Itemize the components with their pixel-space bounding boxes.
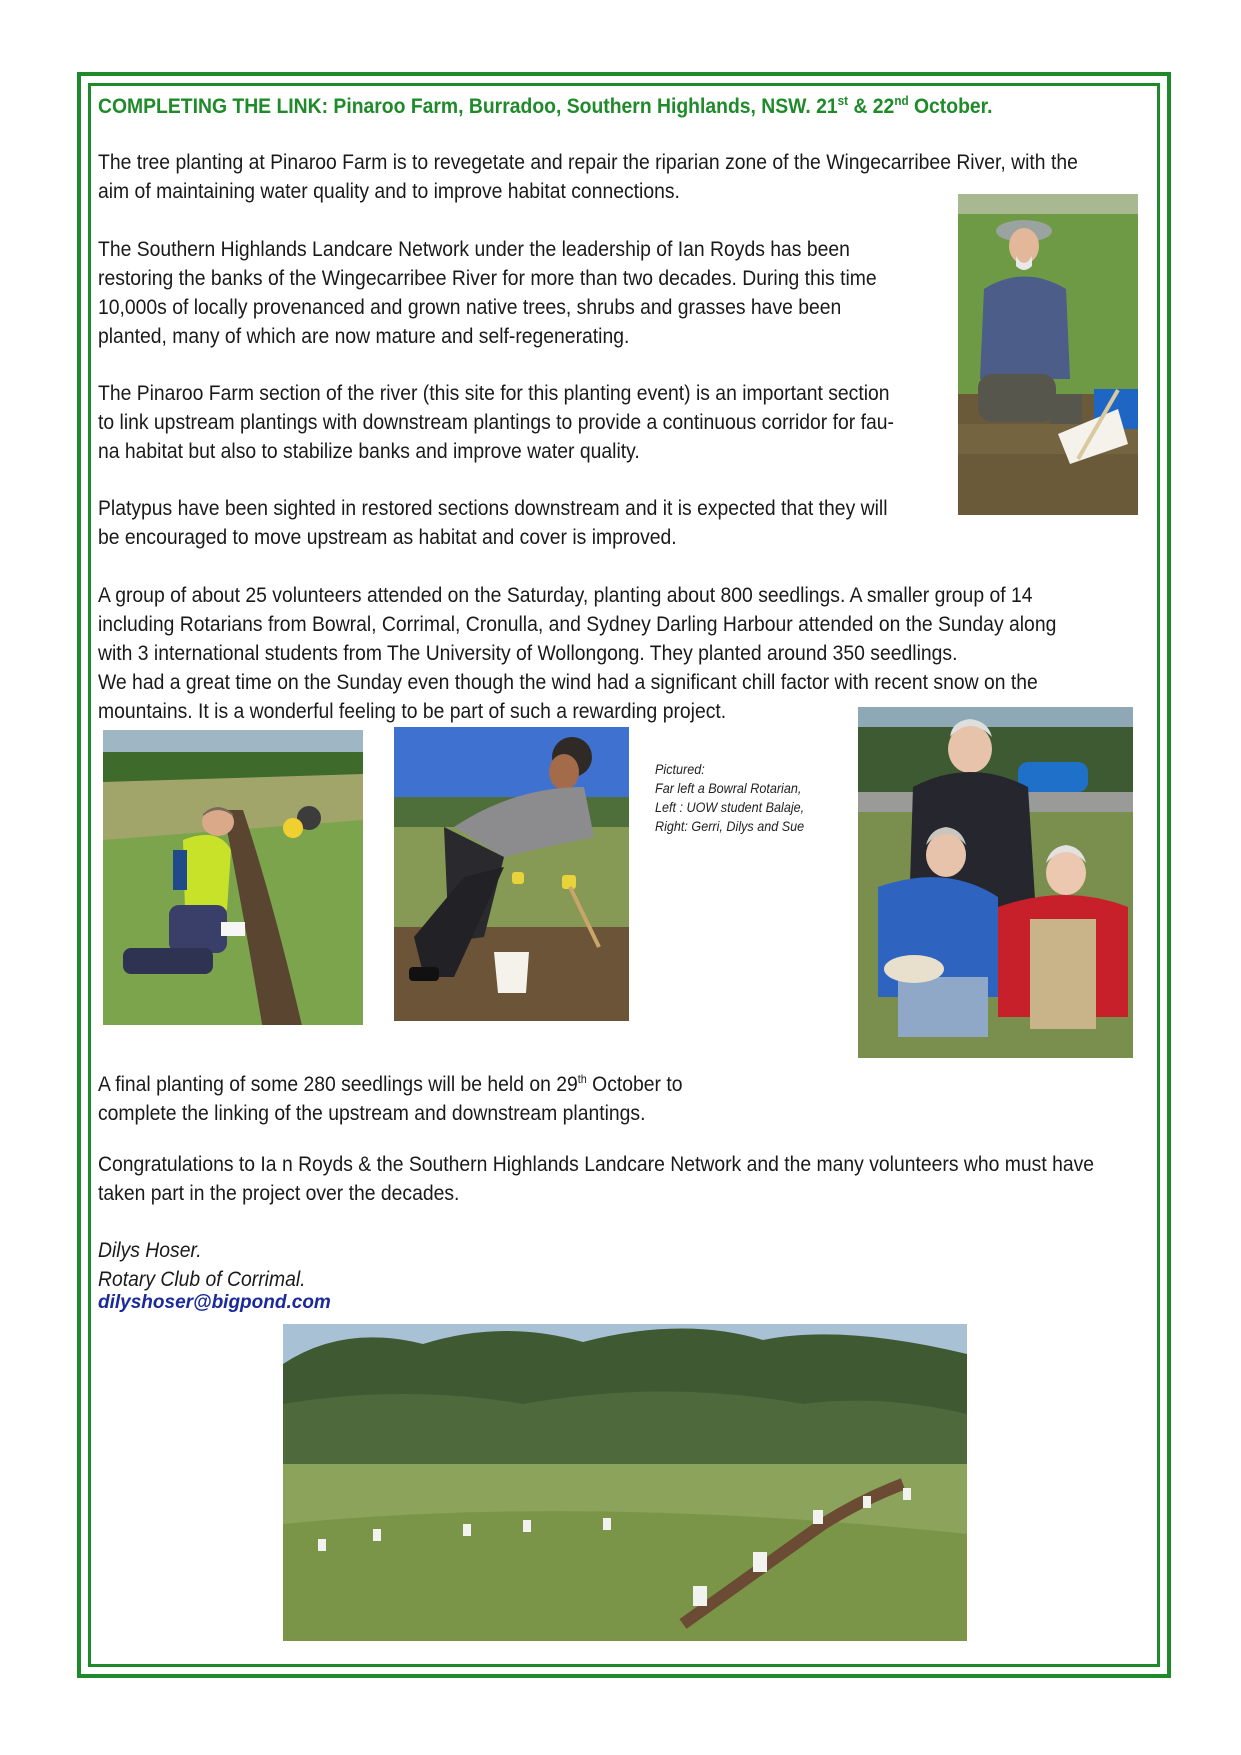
photo-ian-royds [958, 194, 1138, 515]
signature-email[interactable]: dilyshoser@bigpond.com [98, 1292, 331, 1313]
paragraph-final-planting: A final planting of some 280 seedlings will be held on 29th October to complete the linking of the upstream and downstream plantings. [98, 1072, 683, 1126]
paragraph-section: The Pinaroo Farm section of the river (this site for this planting event) is an important section to link upstream plantings with downstream plantings to provide a continuous corridor for fau- na habitat but also to stabilize banks and improve water quality. [98, 381, 894, 463]
photo-bowral-rotarian [103, 730, 363, 1025]
photo-caption: Pictured: Far left a Bowral Rotarian, Left : UOW student Balaje, Right: Gerri, Dilys and Sue [655, 761, 805, 834]
paragraph-congratulations: Congratulations to Ia n Royds & the Southern Highlands Landcare Network and the many volunteers who must have taken part in the project over the decades. [98, 1152, 1095, 1205]
photo-planted-field [283, 1324, 967, 1641]
signature-club: Rotary Club of Corrimal. [98, 1267, 306, 1291]
article-title: COMPLETING THE LINK: Pinaroo Farm, Burradoo, Southern Highlands, NSW. 21st & 22nd October. [98, 93, 993, 119]
paragraph-network: The Southern Highlands Landcare Network under the leadership of Ian Royds has been restoring the banks of the Wingecarribee River for more than two decades. During this time 10,000s of locally provenanced and grown native trees, shrubs and grasses have been planted, many of which are now mature and self-regenerating. [98, 237, 877, 348]
paragraph-volunteers: A group of about 25 volunteers attended on the Saturday, planting about 800 seedlings. A smaller group of 14 including Rotarians from Bowral, Corrimal, Cronulla, and Sydney Darling Harbour attended on the Sunday along with 3 international students from The University of Wollongong. They planted around 350 seedlings. We had a great time on the Sunday even though the wind had a significant chill factor with recent snow on the mountains. It is a wonderful feeling to be part of such a rewarding project. [98, 583, 1057, 723]
photo-uow-student [394, 727, 629, 1021]
paragraph-platypus: Platypus have been sighted in restored sections downstream and it is expected that they will be encouraged to move upstream as habitat and cover is improved. [98, 496, 888, 549]
photo-gerri-dilys-sue [858, 707, 1133, 1058]
paragraph-intro: The tree planting at Pinaroo Farm is to revegetate and repair the riparian zone of the Wingecarribee River, with the aim of maintaining water quality and to improve habitat connections. [98, 150, 1078, 203]
signature-name: Dilys Hoser. [98, 1238, 202, 1262]
